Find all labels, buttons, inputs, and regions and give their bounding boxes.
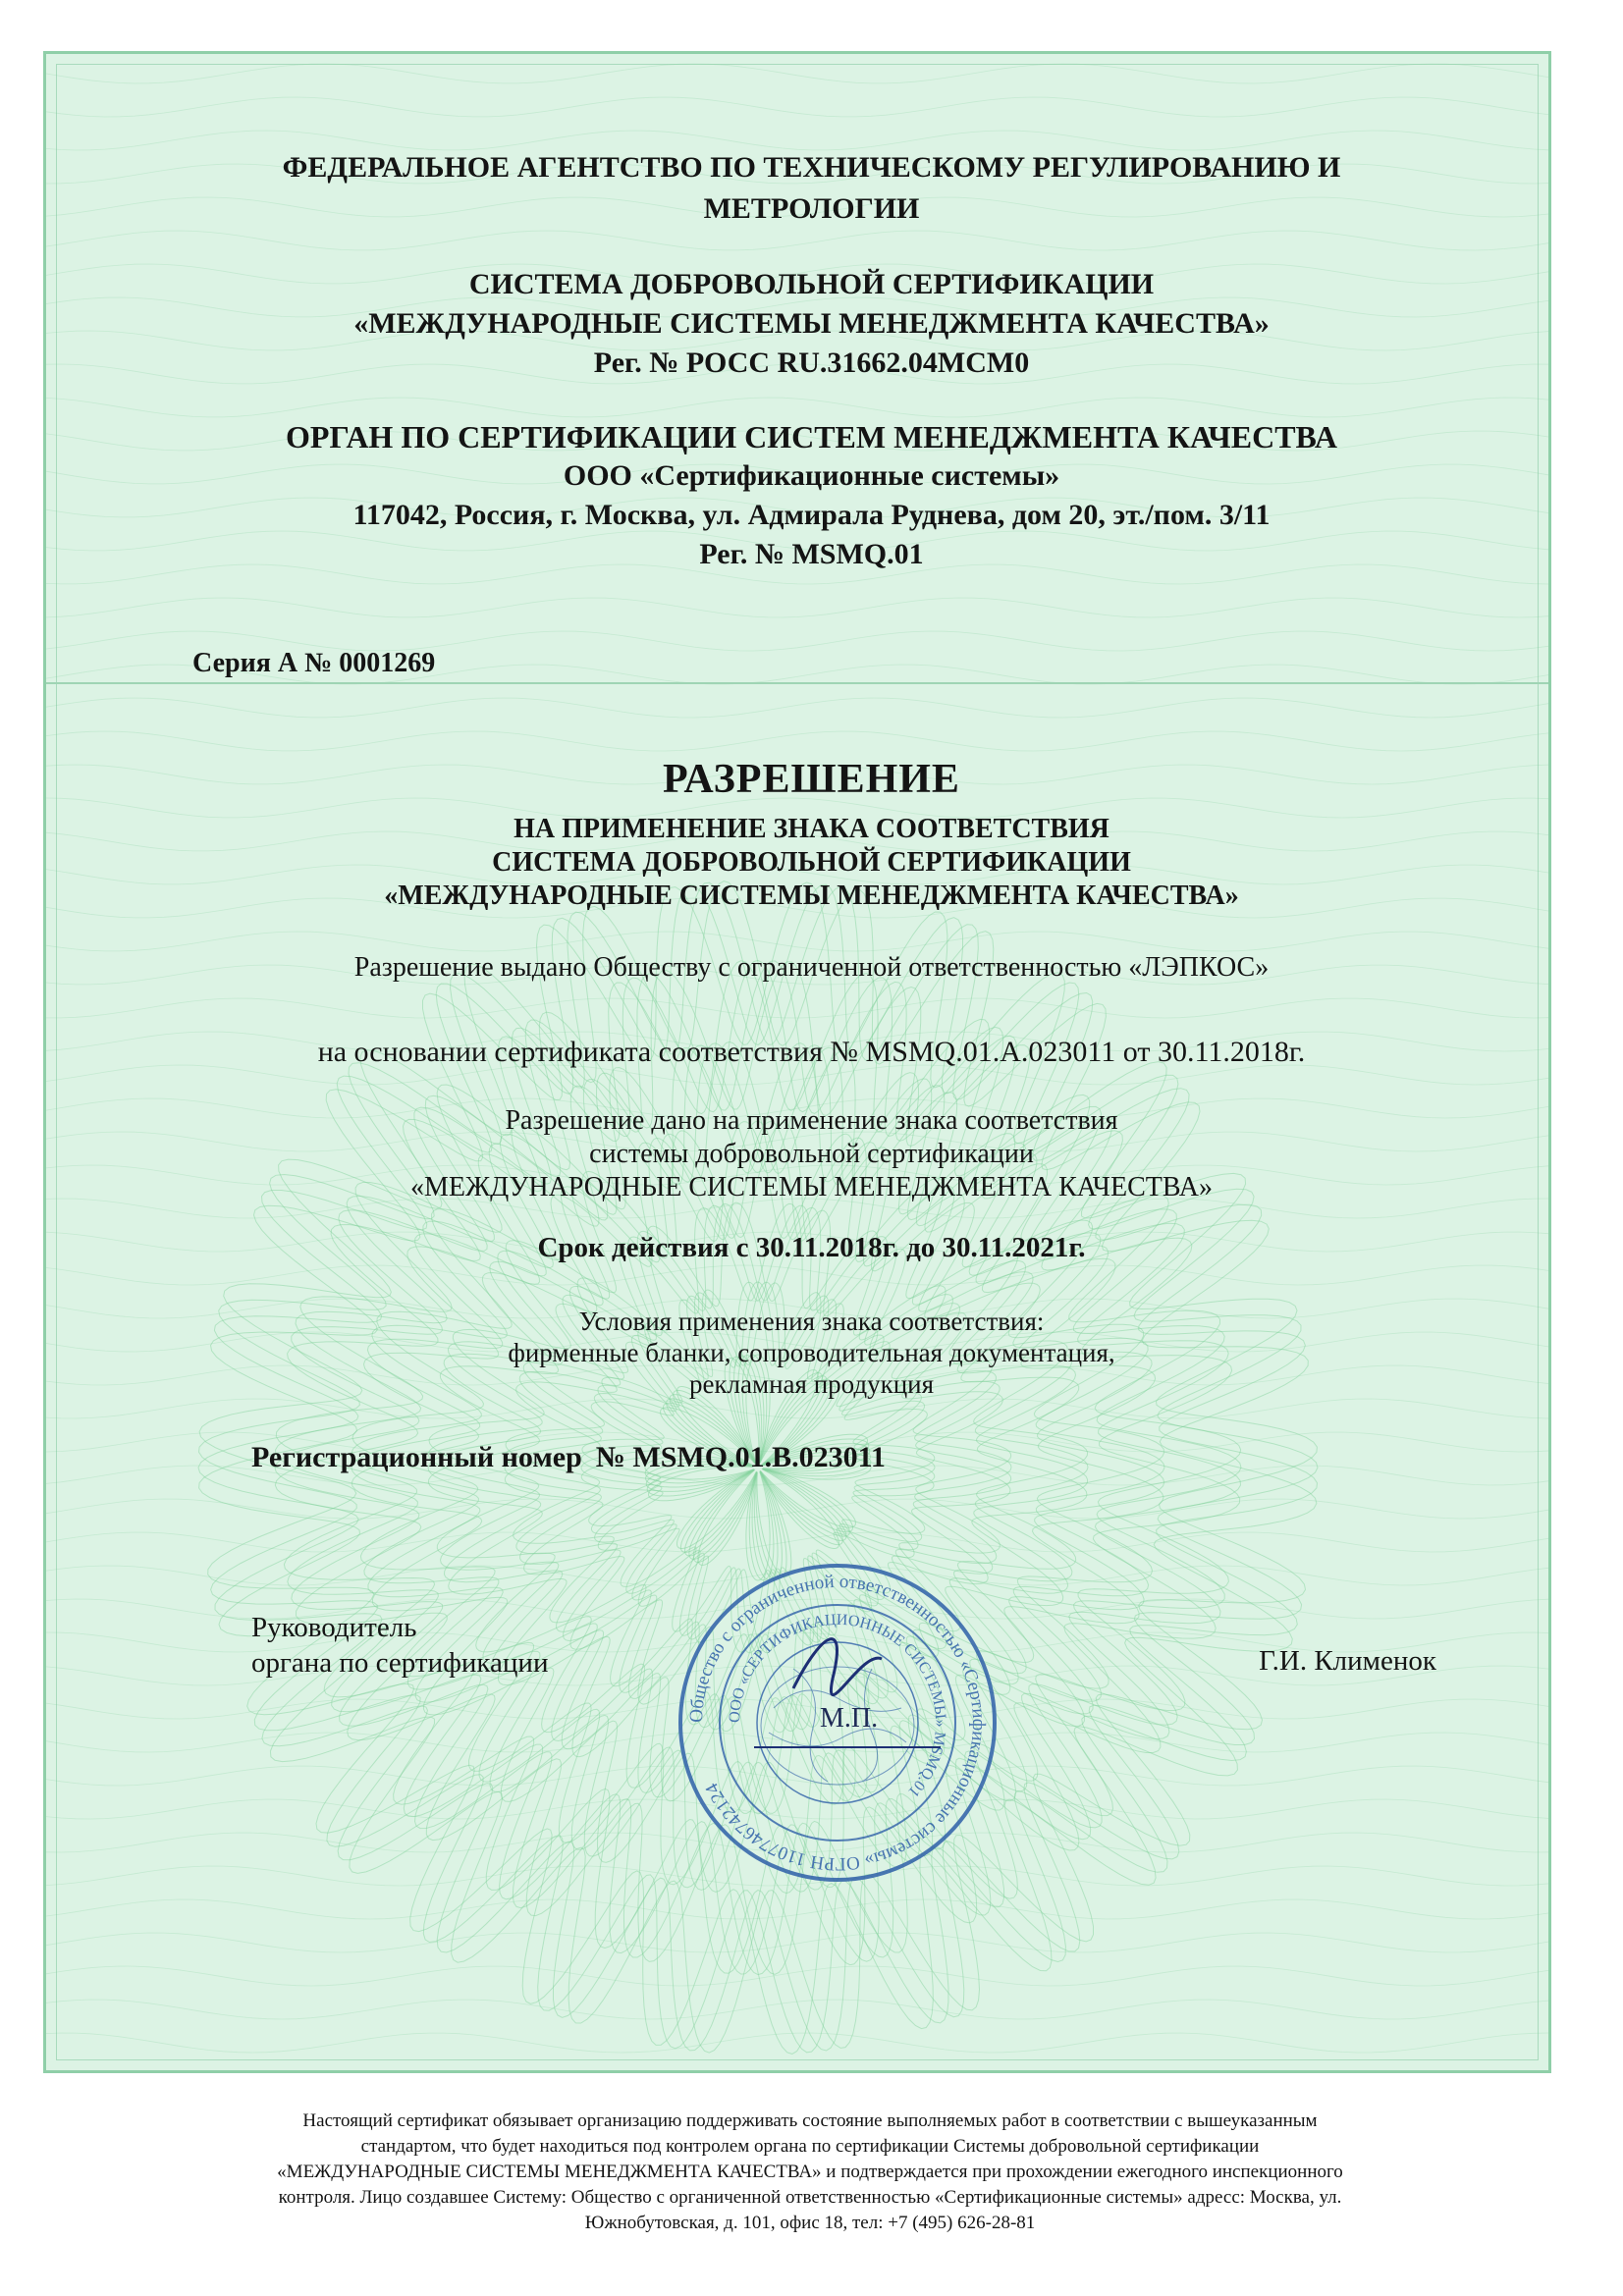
conditions-line-1: Условия применения знака соответствия: [578,1307,1045,1336]
organ-line-1: ОРГАН ПО СЕРТИФИКАЦИИ СИСТЕМ МЕНЕДЖМЕНТА КАЧЕСТВА [286,419,1337,454]
subtitle-line-2: СИСТЕМА ДОБРОВОЛЬНОЙ СЕРТИФИКАЦИИ [492,847,1131,878]
registration-number [251,1441,886,1474]
document-subtitle [0,813,1623,913]
issued-to: Разрешение выдано Обществу с ограниченной ответственностью «ЛЭПКОС» [353,952,1270,983]
granted-line-2: системы добровольной сертификации [589,1139,1034,1169]
usage-conditions [0,1306,1623,1400]
agency-line-1: ФЕДЕРАЛЬНОЕ АГЕНТСТВО ПО ТЕХНИЧЕСКОМУ РЕГУЛИРОВАНИЮ И [282,151,1341,184]
footer-line-4: контроля. Лицо создавшее Систему: Общество с органиченной ответственностью «Сертификационные системы» адресс: Москва, ул. [278,2187,1342,2208]
granted-line-3: «МЕЖДУНАРОДНЫЕ СИСТЕМЫ МЕНЕДЖМЕНТА КАЧЕСТВА» [410,1172,1213,1202]
footer-line-1: Настоящий сертификат обязывает организацию поддерживать состояние выполняемых работ в соответствии с вышеуказанным [302,2110,1318,2131]
footer-line-5: Южнобутовская, д. 101, офис 18, тел: +7 (495) 626-28-81 [584,2213,1036,2233]
conditions-line-2: фирменные бланки, сопроводительная документация, [508,1338,1115,1367]
system-heading [0,265,1623,383]
organ-reg: Рег. № MSMQ.01 [699,538,924,570]
agency-line-2: МЕТРОЛОГИИ [703,192,920,225]
footer-note [167,2109,1453,2236]
conditions-line-3: рекламная продукция [688,1369,935,1399]
stamp-outer-text: Общество с ограниченной ответственностью «Сертификационные системы» ОГРН 1107746742124 [685,1571,990,1875]
stamp-inner-text: ООО «СЕРТИФИКАЦИОННЫЕ СИСТЕМЫ» MSMQ.01 [726,1611,949,1800]
agency-heading [0,147,1623,230]
organ-address: 117042, Россия, г. Москва, ул. Адмирала Руднева, дом 20, эт./пом. 3/11 [352,499,1271,531]
signatory-title-line-1: Руководитель [251,1612,417,1643]
organ-heading [0,417,1623,574]
granted-text [0,1104,1623,1204]
organ-line-2: ООО «Сертификационные системы» [563,459,1060,492]
signatory-title [251,1610,548,1681]
signatory-title-line-2: органа по сертификации [251,1647,549,1679]
subtitle-line-1: НА ПРИМЕНЕНИЕ ЗНАКА СООТВЕТСТВИЯ [514,814,1109,844]
stamp-place-label: М.П. [820,1703,879,1734]
basis-certificate: на основании сертификата соответствия № MSMQ.01.A.023011 от 30.11.2018г. [317,1036,1306,1068]
system-reg: Рег. № РОСС RU.31662.04МСМ0 [593,347,1030,379]
signatory-name: Г.И. Клименок [1259,1645,1436,1677]
subtitle-line-3: «МЕЖДУНАРОДНЫЕ СИСТЕМЫ МЕНЕДЖМЕНТА КАЧЕСТВА» [384,881,1239,911]
granted-line-1: Разрешение дано на применение знака соответствия [505,1105,1118,1136]
system-line-1: СИСТЕМА ДОБРОВОЛЬНОЙ СЕРТИФИКАЦИИ [468,268,1155,300]
header-divider [46,682,1548,684]
document-title: РАЗРЕШЕНИЕ [663,757,960,802]
footer-line-3: «МЕЖДУНАРОДНЫЕ СИСТЕМЫ МЕНЕДЖМЕНТА КАЧЕСТВА» и подтверждается при прохождении ежегодного инспекционного [277,2162,1343,2182]
registration-label: Регистрационный номер [251,1441,582,1473]
footer-line-2: стандартом, что будет находиться под контролем органа по сертификации Системы добровольной сертификации [360,2136,1260,2157]
series-number: Серия А № 0001269 [192,648,436,678]
validity-period: Срок действия с 30.11.2018г. до 30.11.2021г. [537,1232,1086,1263]
registration-value: № MSMQ.01.B.023011 [595,1441,886,1473]
system-line-2: «МЕЖДУНАРОДНЫЕ СИСТЕМЫ МЕНЕДЖМЕНТА КАЧЕСТВА» [353,307,1270,340]
